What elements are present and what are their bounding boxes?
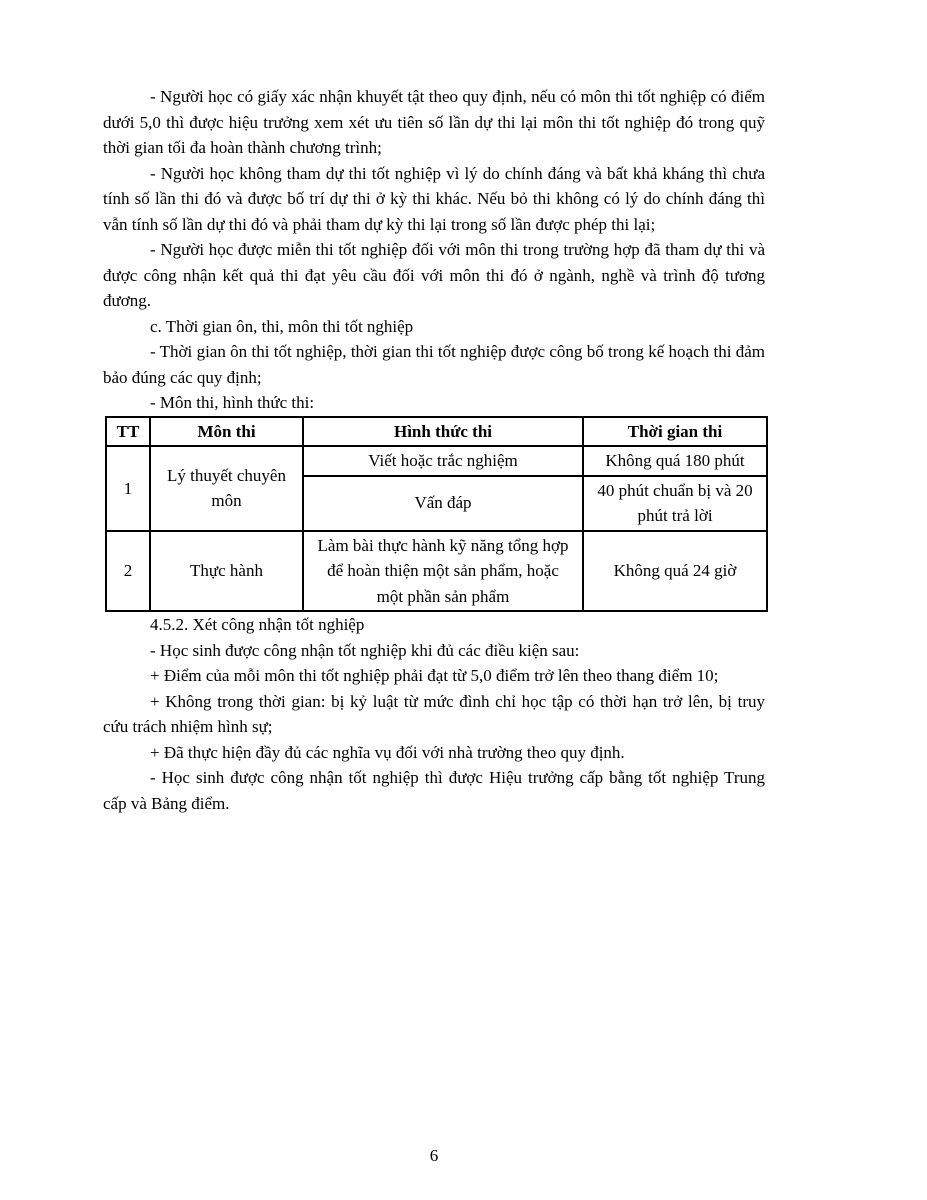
header-cell-subject: Môn thi <box>150 417 303 447</box>
cell-subject-theory: Lý thuyết chuyên môn <box>150 446 303 531</box>
cell-format-practice: Làm bài thực hành kỹ năng tổng hợp để hoàn thiện một sản phẩm, hoặc một phần sản phẩm <box>303 531 583 612</box>
header-cell-duration: Thời gian thi <box>583 417 767 447</box>
cell-format-oral: Vấn đáp <box>303 476 583 531</box>
para-condition-obligations: + Đã thực hiện đầy đủ các nghĩa vụ đối với nhà trường theo quy định. <box>150 742 625 762</box>
cell-duration-practice: Không quá 24 giờ <box>583 531 767 612</box>
cell-subject-practice: Thực hành <box>150 531 303 612</box>
para-absence-valid-reason: - Người học không tham dự thi tốt nghiệp vì lý do chính đáng và bất khả kháng thì chưa tính số lần thi đó và được bố trí dự thi ở kỳ thi khác. Nếu bỏ thi không có lý do chính đáng thì vẫn tính số lần dự thi đó và phải tham dự kỳ thi lại trong số lần được phép thi lại; <box>103 163 765 234</box>
cell-tt-1: 1 <box>106 446 150 531</box>
para-diploma-issuance: - Học sinh được công nhận tốt nghiệp thì được Hiệu trưởng cấp bằng tốt nghiệp Trung cấp và Bảng điểm. <box>103 768 765 813</box>
heading-graduation-recognition: 4.5.2. Xét công nhận tốt nghiệp <box>150 615 365 634</box>
table-row-practice <box>106 531 767 612</box>
page-number: 6 <box>429 1146 439 1165</box>
cell-duration-written: Không quá 180 phút <box>583 446 767 476</box>
para-condition-score: + Điểm của mỗi môn thi tốt nghiệp phải đạt từ 5,0 điểm trở lên theo thang điểm 10; <box>150 666 719 685</box>
header-cell-tt: TT <box>106 417 150 447</box>
para-table-lead-in: - Môn thi, hình thức thi: <box>150 393 315 412</box>
para-recognition-conditions: - Học sinh được công nhận tốt nghiệp khi đủ các điều kiện sau: <box>150 640 580 660</box>
document-body <box>103 84 765 816</box>
table-row-theory-written <box>106 446 767 476</box>
para-review-time: - Thời gian ôn thi tốt nghiệp, thời gian thi tốt nghiệp được công bố trong kế hoạch thi đảm bảo đúng các quy định; <box>103 342 765 387</box>
header-cell-format: Hình thức thi <box>303 417 583 447</box>
para-disability-retake: - Người học có giấy xác nhận khuyết tật theo quy định, nếu có môn thi tốt nghiệp có điểm dưới 5,0 thì được hiệu trưởng xem xét ưu tiên số lần dự thi lại môn thi tốt nghiệp đó trong quỹ thời gian tối đa hoàn thành chương trình; <box>103 87 765 157</box>
cell-format-written: Viết hoặc trắc nghiệm <box>303 446 583 476</box>
para-condition-discipline: + Không trong thời gian: bị kỷ luật từ mức đình chỉ học tập có thời hạn trở lên, bị truy cứu trách nhiệm hình sự; <box>103 691 765 736</box>
cell-tt-2: 2 <box>106 531 150 612</box>
cell-duration-oral: 40 phút chuẩn bị và 20 phút trả lời <box>583 476 767 531</box>
exam-subjects-table <box>105 416 768 613</box>
table-header-row <box>106 417 767 447</box>
heading-exam-time-section: c. Thời gian ôn, thi, môn thi tốt nghiệp <box>150 316 414 336</box>
para-exam-exemption: - Người học được miễn thi tốt nghiệp đối với môn thi trong trường hợp đã tham dự thi và được công nhận kết quả thi đạt yêu cầu đối với môn thi đó ở ngành, nghề và trình độ tương đương. <box>103 240 765 310</box>
